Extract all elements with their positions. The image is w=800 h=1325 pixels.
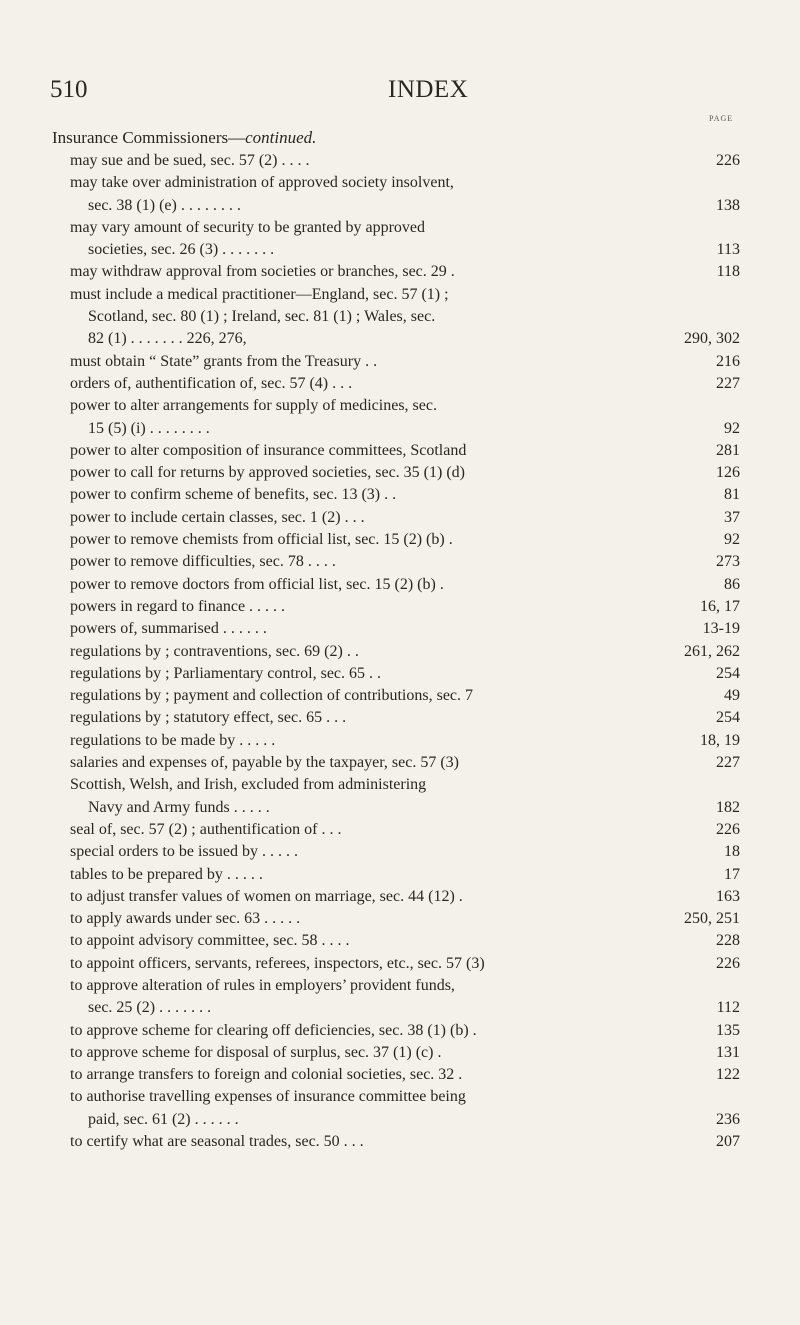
index-entry (0, 351, 800, 373)
entry-text: orders of, authentification of, sec. 57 (4) . . . (70, 374, 353, 392)
index-entry (0, 440, 800, 462)
index-entry (0, 908, 800, 930)
entry-page-ref: 226 (716, 820, 740, 838)
index-entry (0, 997, 800, 1019)
entry-page-ref: 227 (716, 754, 740, 772)
index-entry (0, 306, 800, 328)
entry-text: must include a medical practitioner—England, sec. 57 (1) ; (70, 285, 449, 303)
entry-text: to approve scheme for clearing off deficiencies, sec. 38 (1) (b) . (70, 1021, 477, 1039)
entry-text: power to remove doctors from official list, sec. 15 (2) (b) . (70, 575, 444, 593)
entry-page-ref: 18, 19 (700, 731, 740, 749)
index-entry (0, 484, 800, 506)
index-entry (0, 284, 800, 306)
index-entry (0, 930, 800, 952)
entry-page-ref: 13-19 (702, 620, 740, 638)
index-entry (0, 418, 800, 440)
index-entry (0, 618, 800, 640)
entry-page-ref: 37 (724, 508, 740, 526)
index-entry (0, 641, 800, 663)
index-entry (0, 1020, 800, 1042)
entry-page-ref: 18 (724, 843, 740, 861)
entry-text: seal of, sec. 57 (2) ; authentification of . . . (70, 820, 342, 838)
entry-text: salaries and expenses of, payable by the taxpayer, sec. 57 (3) (70, 754, 459, 772)
entry-text: to apply awards under sec. 63 . . . . . (70, 910, 301, 928)
entry-page-ref: 49 (724, 687, 740, 705)
index-entry (0, 1131, 800, 1153)
entry-page-ref: 261, 262 (684, 642, 740, 660)
entry-text: powers in regard to finance . . . . . (70, 597, 286, 615)
index-entry (0, 239, 800, 261)
entry-text: may sue and be sued, sec. 57 (2) . . . . (70, 152, 310, 169)
index-entry (0, 373, 800, 395)
entry-text: to adjust transfer values of women on marriage, sec. 44 (12) . (70, 887, 463, 905)
index-entry (0, 1109, 800, 1131)
entry-text: may withdraw approval from societies or branches, sec. 29 . (70, 263, 455, 281)
entry-text: may vary amount of security to be granted by approved (70, 218, 425, 236)
index-entry (0, 172, 800, 194)
heading-text: Insurance Commissioners— (52, 128, 246, 147)
entry-page-ref: 290, 302 (684, 330, 740, 348)
index-entry (0, 150, 800, 172)
index-entry (0, 574, 800, 596)
entry-text: to approve scheme for disposal of surplus, sec. 37 (1) (c) . (70, 1043, 442, 1061)
entry-text: must obtain “ State” grants from the Treasury . . (70, 352, 378, 370)
entry-page-ref: 16, 17 (700, 597, 740, 615)
entry-text: power to remove chemists from official list, sec. 15 (2) (b) . (70, 531, 453, 549)
entry-page-ref: 228 (716, 932, 740, 950)
entry-text: 15 (5) (i) . . . . . . . . (88, 419, 210, 437)
page-header (0, 76, 800, 116)
entry-text: to appoint advisory committee, sec. 58 . . . . (70, 932, 350, 950)
index-entry (0, 217, 800, 239)
entry-text: sec. 25 (2) . . . . . . . (88, 999, 212, 1017)
entry-page-ref: 126 (716, 464, 740, 482)
entry-text: 82 (1) . . . . . . . 226, 276, (88, 330, 247, 348)
entry-page-ref: 113 (716, 241, 740, 259)
entry-text: Scotland, sec. 80 (1) ; Ireland, sec. 81 (1) ; Wales, sec. (88, 308, 436, 326)
entry-text: tables to be prepared by . . . . . (70, 865, 263, 883)
index-entry (0, 663, 800, 685)
index-entry (0, 864, 800, 886)
page-number: 510 (50, 76, 88, 103)
entry-text: sec. 38 (1) (e) . . . . . . . . (88, 196, 241, 214)
index-entry (0, 953, 800, 975)
entry-page-ref: 118 (716, 263, 740, 281)
entry-text: special orders to be issued by . . . . . (70, 843, 298, 861)
index-entry (0, 507, 800, 529)
entry-text: paid, sec. 61 (2) . . . . . . (88, 1110, 239, 1128)
heading-continued: continued. (245, 128, 317, 147)
entry-text: power to confirm scheme of benefits, sec. 13 (3) . . (70, 486, 397, 504)
entry-text: societies, sec. 26 (3) . . . . . . . (88, 241, 275, 259)
entry-page-ref: 17 (724, 865, 740, 883)
index-entry (0, 752, 800, 774)
entry-page-ref: 135 (716, 1021, 740, 1039)
entry-page-ref: 254 (716, 664, 740, 682)
entry-text: to approve alteration of rules in employers’ provident funds, (70, 976, 455, 994)
index-entry (0, 707, 800, 729)
index-entry (0, 328, 800, 350)
index-entry (0, 1042, 800, 1064)
index-entry (0, 261, 800, 283)
index-entry (0, 1064, 800, 1086)
entry-text: regulations to be made by . . . . . (70, 731, 276, 749)
entry-text: regulations by ; Parliamentary control, sec. 65 . . (70, 664, 382, 682)
entry-text: power to alter arrangements for supply of medicines, sec. (70, 397, 437, 415)
entry-page-ref: 226 (716, 152, 740, 169)
entry-page-ref: 92 (724, 419, 740, 437)
index-entry (0, 841, 800, 863)
page-title: INDEX (388, 76, 469, 103)
index-entry (0, 1086, 800, 1108)
index-entry (0, 730, 800, 752)
index-entry (0, 551, 800, 573)
entry-page-ref: 122 (716, 1066, 740, 1084)
entry-text: Scottish, Welsh, and Irish, excluded from administering (70, 776, 427, 794)
entry-text: power to call for returns by approved societies, sec. 35 (1) (d) (70, 464, 465, 482)
index-heading (52, 128, 316, 148)
entry-text: power to include certain classes, sec. 1 (2) . . . (70, 508, 365, 526)
entry-page-ref: 236 (716, 1110, 740, 1128)
entry-text: regulations by ; contraventions, sec. 69 (2) . . (70, 642, 359, 660)
entry-page-ref: 182 (716, 798, 740, 816)
index-entry (0, 195, 800, 217)
index-entry (0, 596, 800, 618)
entry-page-ref: 227 (716, 374, 740, 392)
index-entry (0, 774, 800, 796)
entry-page-ref: 254 (716, 709, 740, 727)
entry-text: regulations by ; statutory effect, sec. 65 . . . (70, 709, 347, 727)
entry-text: to arrange transfers to foreign and colonial societies, sec. 32 . (70, 1066, 463, 1084)
index-entry (0, 797, 800, 819)
entry-text: power to alter composition of insurance committees, Scotland (70, 441, 467, 459)
entry-page-ref: 138 (716, 196, 740, 214)
index-entry (0, 975, 800, 997)
entry-text: to certify what are seasonal trades, sec. 50 . . . (70, 1133, 364, 1151)
entry-text: may take over administration of approved society insolvent, (70, 174, 454, 192)
index-entry (0, 886, 800, 908)
entry-page-ref: 81 (724, 486, 740, 504)
entry-page-ref: 112 (716, 999, 740, 1017)
index-entry (0, 462, 800, 484)
entry-page-ref: 207 (716, 1133, 740, 1151)
index-entry (0, 529, 800, 551)
entry-text: regulations by ; payment and collection of contributions, sec. 7 (70, 687, 474, 705)
entry-page-ref: 273 (716, 553, 740, 571)
entry-page-ref: 131 (716, 1043, 740, 1061)
entry-page-ref: 86 (724, 575, 740, 593)
index-entry (0, 395, 800, 417)
entry-page-ref: 163 (716, 887, 740, 905)
entry-page-ref: 250, 251 (684, 910, 740, 928)
entry-text: Navy and Army funds . . . . . (88, 798, 270, 816)
entry-page-ref: 226 (716, 954, 740, 972)
page-column-label: PAGE (709, 114, 734, 123)
entry-text: to appoint officers, servants, referees, inspectors, etc., sec. 57 (3) (70, 954, 485, 972)
index-entries (0, 150, 800, 1153)
entry-page-ref: 281 (716, 441, 740, 459)
index-entry (0, 685, 800, 707)
entry-page-ref: 216 (716, 352, 740, 370)
entry-text: power to remove difficulties, sec. 78 . . . . (70, 553, 336, 571)
entry-text: powers of, summarised . . . . . . (70, 620, 267, 638)
index-entry (0, 819, 800, 841)
entry-page-ref: 92 (724, 531, 740, 549)
entry-text: to authorise travelling expenses of insurance committee being (70, 1088, 466, 1106)
